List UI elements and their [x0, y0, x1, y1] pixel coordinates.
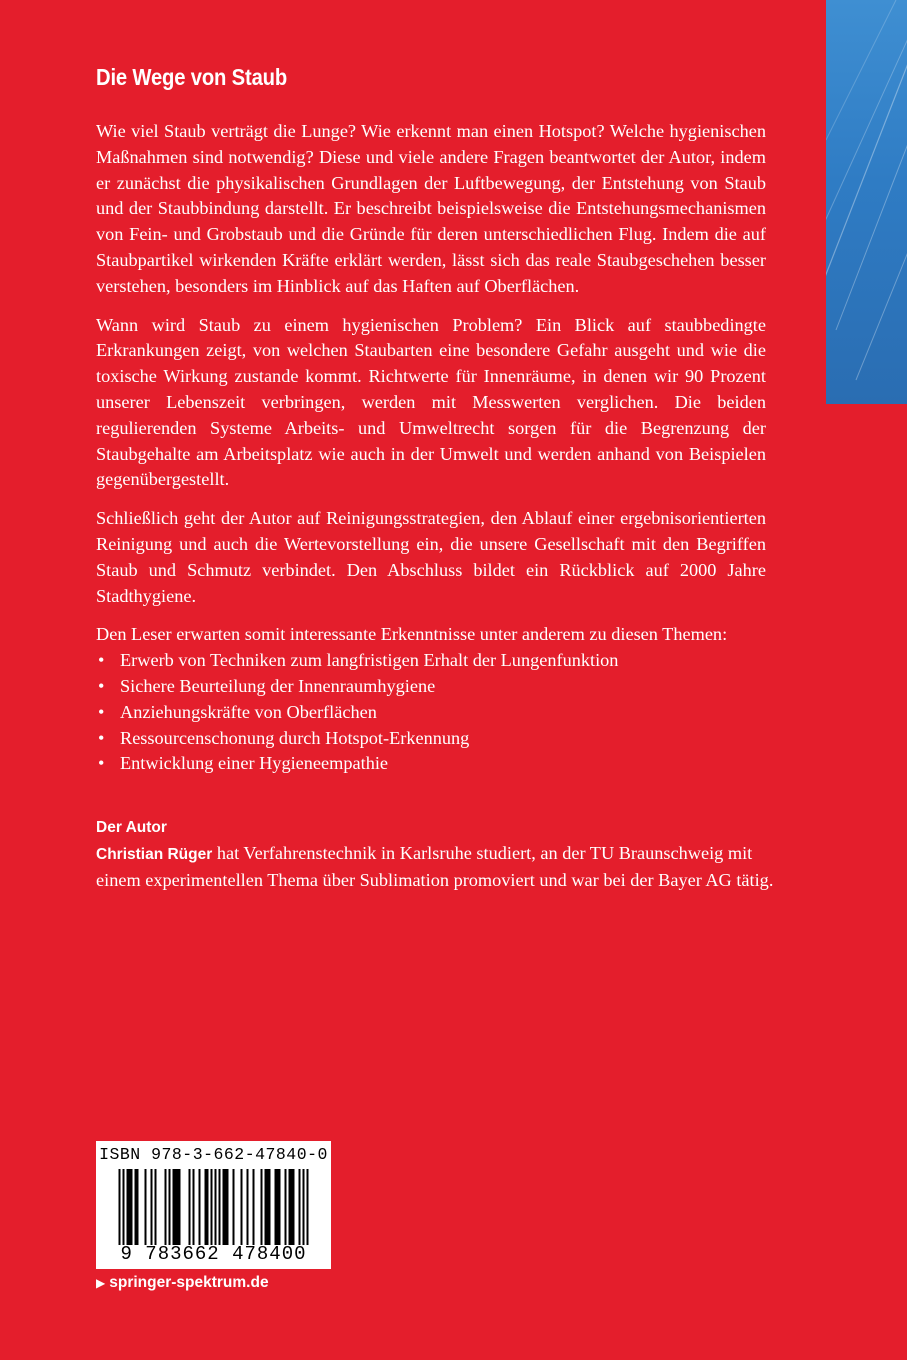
- list-item: • Ressourcenschonung durch Hotspot-Erkennung: [96, 726, 766, 752]
- barcode-bar: [207, 1169, 209, 1245]
- list-item: • Sichere Beurteilung der Innenraumhygiene: [96, 674, 766, 700]
- barcode-bar: [123, 1169, 125, 1245]
- barcode-bar: [169, 1169, 171, 1245]
- isbn-label: ISBN 978-3-662-47840-0: [99, 1145, 328, 1164]
- barcode-bar: [223, 1169, 225, 1245]
- play-arrow-icon: ▶: [96, 1276, 106, 1290]
- barcode-bar: [267, 1169, 269, 1245]
- cover-image-strip: [826, 0, 907, 404]
- barcode-bar: [129, 1169, 131, 1245]
- author-heading: Der Autor: [96, 819, 167, 836]
- barcode-bar: [293, 1169, 295, 1245]
- barcode-bar: [131, 1169, 133, 1245]
- bullet-icon: •: [98, 727, 105, 748]
- topics-intro: Den Leser erwarten somit interessante Erkenntnisse unter anderem zu diesen Themen:: [96, 624, 728, 645]
- website-url: springer-spektrum.de: [109, 1274, 269, 1291]
- blurb: [96, 119, 766, 777]
- barcode-bar: [179, 1169, 181, 1245]
- bullet-icon: •: [98, 675, 105, 696]
- about-author: [96, 815, 776, 893]
- bullet-icon: •: [98, 701, 105, 722]
- barcode-bar: [119, 1169, 121, 1245]
- barcode-bar: [303, 1169, 305, 1245]
- barcode-bar: [193, 1169, 195, 1245]
- paragraph-3: Schließlich geht der Autor auf Reinigungsstrategien, den Ablauf einer ergebnisorientierten Reinigung und auch die Wertevorstellung ein, die unsere Gesellschaft mit den Begriffen Staub und Schmutz verbindet. Den Abschluss bildet ein Rückblick auf 2000 Jahre Stadthygiene.: [96, 508, 766, 606]
- barcode-bar: [199, 1169, 201, 1245]
- barcode-bar: [145, 1169, 147, 1245]
- list-item: • Erwerb von Techniken zum langfristigen Erhalt der Lungenfunktion: [96, 648, 766, 674]
- topics-list: [96, 648, 766, 777]
- barcode-bar: [173, 1169, 175, 1245]
- barcode-digits: 9 783662 478400: [120, 1243, 307, 1265]
- barcode-bar: [205, 1169, 207, 1245]
- barcode-bar: [291, 1169, 293, 1245]
- bullet-icon: •: [98, 650, 105, 671]
- barcode-bar: [269, 1169, 271, 1245]
- cover-image-lines: [826, 0, 907, 404]
- barcode-bar: [289, 1169, 291, 1245]
- paragraph-1: Wie viel Staub verträgt die Lunge? Wie erkennt man einen Hotspot? Welche hygienischen Maßnahmen sind notwendig? Diese und viele andere Fragen beantwortet der Autor, indem er zunächst die physikalischen Grundlagen der Luftbewegung, der Entstehung von Staub und der Staubbindung darstellt. Er beschreibt beispielsweise die Entstehungsmechanismen von Fein- und Grobstaub und die Gründe für deren unterschiedlichen Flug. Indem die auf Staubpartikel wirkenden Kräfte erklärt werden, lässt sich das reale Staubgeschehen besser verstehen, besonders im Hinblick auf das Haften auf Oberflächen.: [96, 121, 766, 296]
- barcode-bar: [225, 1169, 227, 1245]
- barcode-bar: [219, 1169, 221, 1245]
- author-bio: Christian Rüger hat Verfahrenstechnik in Karlsruhe studiert, an der TU Braunschweig mit einem experimentellen Thema über Sublimation promoviert und war bei der Bayer AG tätig.: [96, 842, 774, 890]
- bullet-icon: •: [98, 753, 105, 774]
- list-item: • Anziehungskräfte von Oberflächen: [96, 700, 766, 726]
- barcode-bars: [104, 1169, 323, 1245]
- barcode-bar: [127, 1169, 129, 1245]
- barcode-bar: [177, 1169, 179, 1245]
- barcode-bar: [151, 1169, 153, 1245]
- barcode-bar: [277, 1169, 279, 1245]
- barcode-bar: [299, 1169, 301, 1245]
- paragraph-2: Wann wird Staub zu einem hygienischen Problem? Ein Blick auf staubbedingte Erkrankungen zeigt, von welchen Staubarten eine besondere Gefahr ausgeht und wie die toxische Wirkung zustande kommt. Richtwerte für Innenräume, in denen wir 90 Prozent unserer Lebenszeit verbringen, werden mit Messwerten verglichen. Die beiden regulierenden Systeme Arbeits- und Umweltrecht sorgen für die Begrenzung der Staubgehalte am Arbeitsplatz wie auch in der Umwelt und werden anhand von Beispielen gegenübergestellt.: [96, 314, 766, 490]
- barcode-bar: [155, 1169, 157, 1245]
- barcode-bar: [165, 1169, 167, 1245]
- barcode-bar: [241, 1169, 243, 1245]
- list-item: • Entwicklung einer Hygieneempathie: [96, 751, 766, 777]
- barcode-bar: [247, 1169, 249, 1245]
- barcode-bar: [261, 1169, 263, 1245]
- barcode-bar: [227, 1169, 229, 1245]
- barcode-bar: [137, 1169, 139, 1245]
- barcode-bar: [211, 1169, 213, 1245]
- barcode-bar: [253, 1169, 255, 1245]
- barcode-bar: [265, 1169, 267, 1245]
- publisher-website[interactable]: [96, 1274, 269, 1292]
- book-title: Die Wege von Staub: [96, 64, 288, 90]
- barcode-bar: [233, 1169, 235, 1245]
- barcode-bar: [307, 1169, 309, 1245]
- barcode-bar: [135, 1169, 137, 1245]
- barcode-bar: [215, 1169, 217, 1245]
- barcode-bar: [279, 1169, 281, 1245]
- barcode-bar: [275, 1169, 277, 1245]
- barcode-bar: [285, 1169, 287, 1245]
- author-name: Christian Rüger: [96, 845, 213, 863]
- barcode-bar: [189, 1169, 191, 1245]
- barcode-bar: [175, 1169, 177, 1245]
- isbn-barcode: [96, 1141, 331, 1269]
